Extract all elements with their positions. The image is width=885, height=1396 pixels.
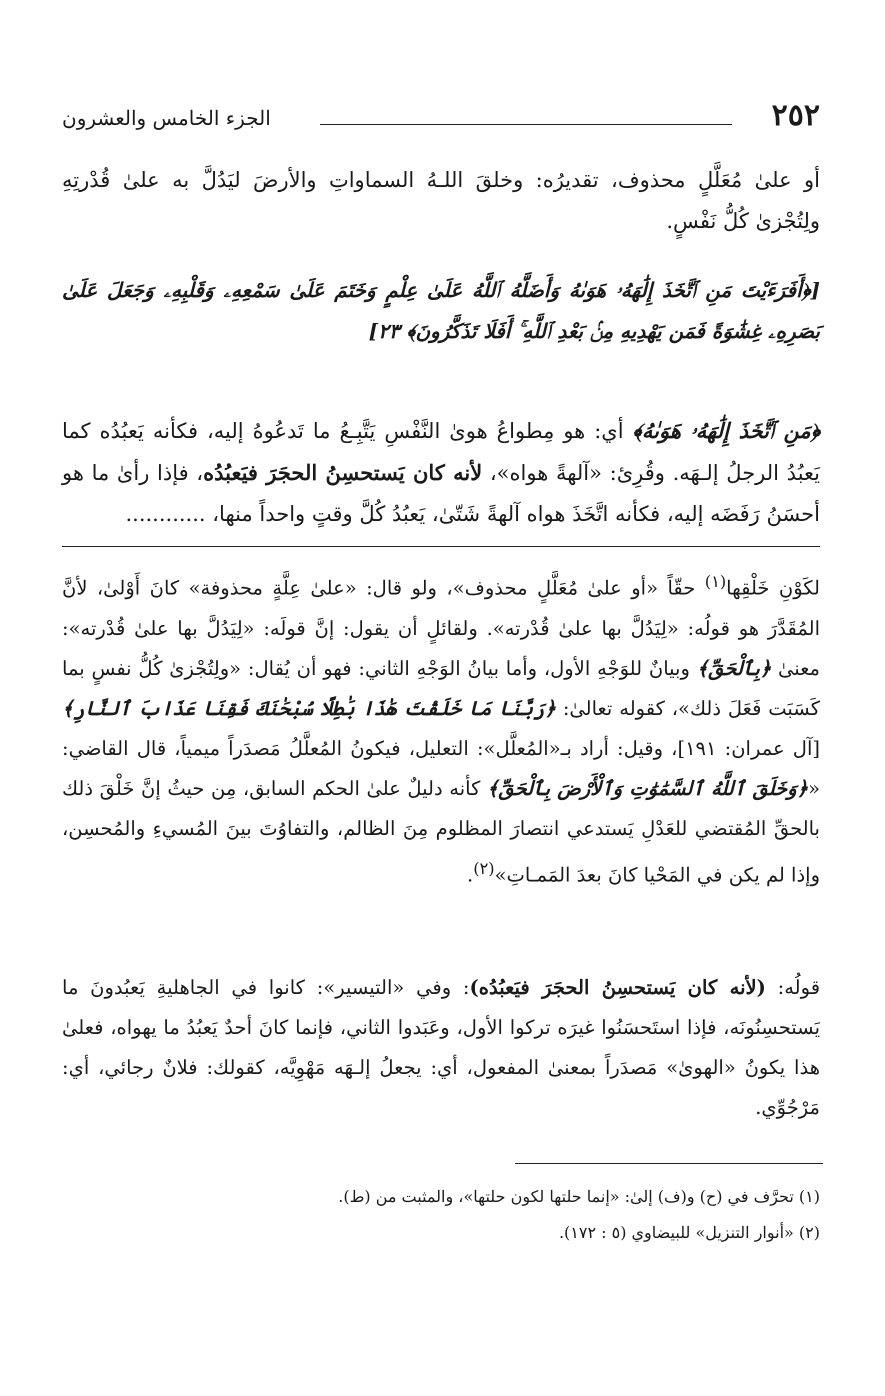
commentary-paragraph-1 [62,562,820,895]
page-header [62,98,820,148]
footnote-1: (١) تحرَّف في (ح) و(ف) إلىٰ: «إنما حلتها لكون حلتها»، والمثبت من (ط). [338,1187,820,1206]
commentary-segment: قولُه: [765,976,821,999]
commentary-segment: [آل عمران: ١٩١]، وقيل: أراد بـ«المُعلَّل»: التعليل، فيكونُ المُعلَّلُ مَصدَراً ميمياً، قال القاضي: « [62,736,820,800]
footnote-ref-1: (١) [704,572,727,591]
page-number: ٢٥٢ [771,98,820,133]
commentary-segment: . [467,863,474,886]
footnote-divider [515,1163,823,1164]
commentary-segment: وبيانٌ للوَجْهِ الأول، وأما بيانُ الوَجْهِ الثاني: فهو أن يُقال: «ولِتُجْزىٰ كُلُّ نفسٍ بما كَسَبَت فَعَلَ ذلك»، كقوله تعالىٰ: [62,656,820,720]
verse-open-bracket: [ [810,278,820,302]
commentary-segment: لكَوْنِ خَلْقِها [726,576,820,600]
main-paragraph-2 [62,410,820,535]
header-rule [320,124,732,125]
main-paragraph-1: أو علىٰ مُعَلَّلٍ محذوف، تقديرُه: وخلقَ اللـهُ السماواتِ والأرضَ ليَدُلَّ به علىٰ قُدْرتِهِ ولِتُجْزىٰ كُلُّ نَفْسٍ. [62,168,820,233]
bold-phrase: (لأنه كان يَستحسِنُ الحجَرَ فيَعبُدُه) [469,976,766,999]
main-text-divider [62,546,820,547]
main-text-segment: ، فإذا رأىٰ ما هو أحسَنُ رَفَضَه إليه، فكأنه اتَّخَذَ هواه آلهةً شَتّىٰ، يَعبُدُ كُلَّ وقتٍ واحداً منها، ............ [62,461,820,526]
commentary-paragraph-2 [62,968,820,1128]
verse-text: ﴿أَفَرَءَيْتَ مَنِ ٱتَّخَذَ إِلَٰهَهُۥ هَوَىٰهُ وَأَضَلَّهُ ٱللَّهُ عَلَىٰ عِلْمٍ وَخَتَمَ عَلَىٰ سَمْعِهِۦ وَقَلْبِهِۦ وَجَعَلَ عَلَىٰ بَصَرِهِۦ غِشَٰوَةً فَمَن يَهْدِيهِ مِنۢ بَعْدِ ٱللَّهِ ۚ أَفَلَا تَذَكَّرُونَ﴾ [62,278,820,343]
footnote-ref-2: (٢) [473,858,495,878]
bold-phrase: لأنه كان يَستحسِنُ الحجَرَ فيَعبُدُه [203,460,483,485]
quran-verse-block [62,270,820,352]
verse-close-bracket: ] [368,319,379,343]
verse-quote: ﴿وَخَلَقَ ٱللَّهُ ٱلسَّمَٰوَٰتِ وَٱلْأَرْضَ بِٱلْحَقِّ﴾ [486,776,809,800]
main-text-segment: أي: هو مِطواعُ هوىٰ النَّفْسِ يَتَّبِـعُ ما تَدعُوهُ إليه، فكأنه يَعبُدُه كما يَعبُدُ الرجلُ إلـهَه. وقُرِئ: «آلهةً هواه»، [62,419,821,485]
running-title: الجزء الخامس والعشرون [62,106,271,130]
footnote-2: (٢) «أنوار التنزيل» للبيضاوي (٥ : ١٧٢). [558,1223,820,1242]
commentary-segment: كأنه دليلٌ علىٰ الحكم السابق، مِن حيثُ إنَّ خَلْقَ ذلك بالحقِّ المُقتضي للعَدْلِ يَستدعي انتصارَ المظلوم مِنَ الظالم، والتفاوُتَ بينَ المُسيءِ والمُحسِن، وإذا لم يكن في المَحْيا كانَ بعدَ المَمـاتِ» [62,776,820,886]
verse-quote: ﴿بِٱلْحَقِّ﴾ [696,656,772,680]
verse-quote: ﴿رَبَّنَا مَا خَلَقْتَ هَٰذَا بَٰطِلًا سُبْحَٰنَكَ فَقِنَا عَذَابَ ٱلنَّارِ﴾ [62,696,556,720]
verse-number: ٢٣ [378,319,400,343]
commentary-segment: : وفي «التيسير»: كانوا في الجاهليةِ يَعبُدونَ ما يَستحسِنُونَه، فإذا استَحسَنُوا غيرَه تركوا الأول، وعَبَدوا الثاني، فإنما كانَ أحدٌ يَعبُدُ ما يهواه، فعلىٰ هذا يكونُ «الهوىٰ» مَصدَراً بمعنىٰ المفعول، أي: يجعلُ إلـهَه مَهْوِيَّه، كقولك: فلانٌ رجائي، أي: مَرْجُوِّي. [62,976,820,1119]
verse-quote: ﴿مَنِ ٱتَّخَذَ إِلَٰهَهُۥ هَوَىٰهُ﴾ [632,418,820,443]
commentary-segment: حقّاً «أو علىٰ مُعَلَّلٍ محذوف»، ولو قال: «علىٰ عِلَّةٍ محذوفة» كانَ أَوْلىٰ، لأنَّ المُقَدَّرَ هو قولُه: «لِيَدُلَّ بها علىٰ قُدْرته». ولقائلٍ أن يقول: إنَّ قولَه: «لِيَدُلَّ بها علىٰ قُدْرته»: معنىٰ [62,576,820,680]
